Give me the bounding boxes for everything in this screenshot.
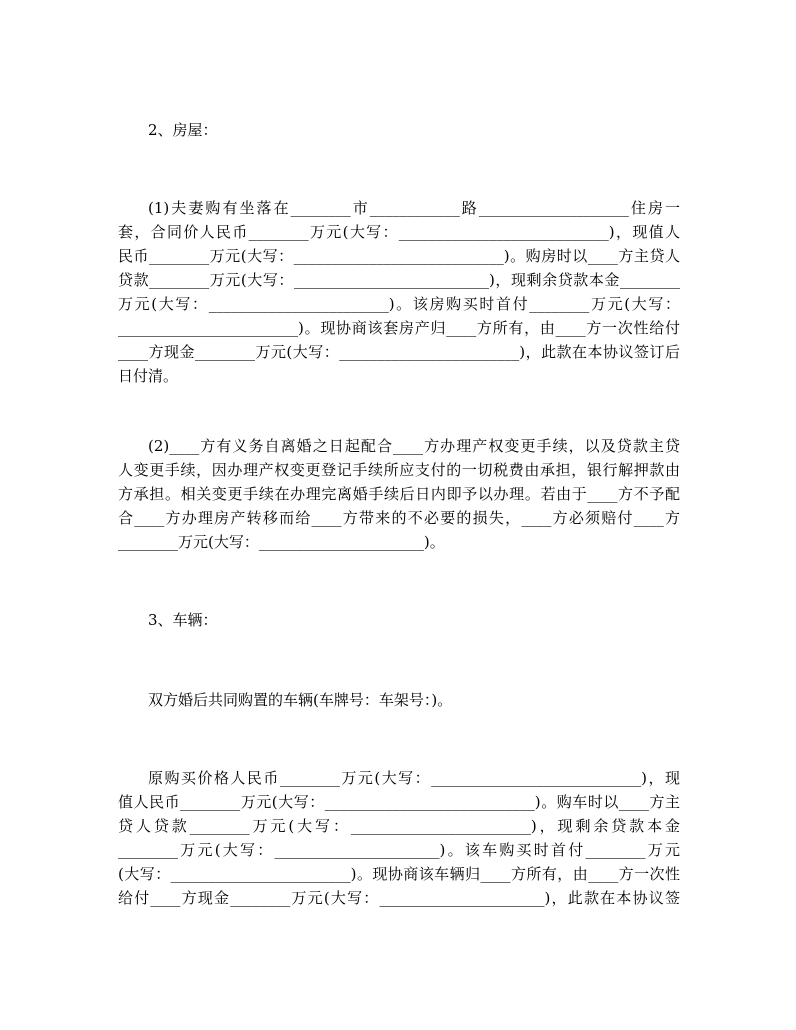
text-line: 贷款________万元(大写：__________________________)，现剩余贷款本金________ bbox=[118, 271, 680, 289]
section-heading-house: 2、房屋： bbox=[148, 121, 218, 139]
text-line: 民币________万元(大写：____________________________)。购房时以____方主贷人 bbox=[118, 247, 680, 265]
text-line: ________万元(大写：______________________)。该车购买时首付________万元 bbox=[118, 841, 680, 859]
text-line: 人变更手续，因办理产权变更登记手续所应支付的一切税费由承担，银行解押款由 bbox=[118, 461, 680, 479]
text-line: 原购买价格人民币________万元(大写：____________________________)，现 bbox=[148, 769, 680, 787]
text-line: 日付清。 bbox=[118, 367, 179, 385]
text-line: 给付____方现金________万元(大写：______________________)，此款在本协议签 bbox=[118, 889, 680, 907]
text-line: 万元(大写：________________________)。该房购买时首付________万元(大写： bbox=[118, 295, 680, 313]
text-line: ____方现金________万元(大写：________________________)，此款在本协议签订后 bbox=[118, 343, 680, 361]
text-line: 合____方办理房产转移而给____方带来的不必要的损失，____方必须赔付____方 bbox=[118, 509, 680, 527]
text-line: 套，合同价人民币________万元(大写：____________________________)，现值人 bbox=[118, 223, 680, 241]
text-line: ________________________)。现协商该套房产归____方所有，由____方一次性给付 bbox=[118, 319, 680, 337]
text-line: 贷人贷款________万元(大写：________________________)，现剩余贷款本金 bbox=[118, 817, 680, 835]
vehicle-paragraph-1 bbox=[118, 688, 680, 712]
text-line: ________万元(大写：______________________)。 bbox=[118, 533, 445, 551]
text-line: 双方婚后共同购置的车辆(车牌号：车架号：)。 bbox=[148, 691, 453, 709]
text-line: 方承担。相关变更手续在办理完离婚手续后日内即予以办理。若由于____方不予配 bbox=[118, 485, 680, 503]
text-line: (大写：________________________)。现协商该车辆归____方所有，由____方一次性 bbox=[118, 865, 680, 883]
vehicle-paragraph-2 bbox=[118, 766, 680, 910]
house-paragraph-2 bbox=[118, 434, 680, 554]
text-line: (2)____方有义务自离婚之日起配合____方办理产权变更手续，以及贷款主贷 bbox=[148, 437, 680, 455]
text-line: (1)夫妻购有坐落在________市____________路____________________住房一 bbox=[148, 199, 680, 217]
text-line: 值人民币________万元(大写：____________________________)。购车时以____方主 bbox=[118, 793, 680, 811]
section-heading-vehicle: 3、车辆： bbox=[148, 611, 218, 629]
house-paragraph-1 bbox=[118, 196, 680, 388]
